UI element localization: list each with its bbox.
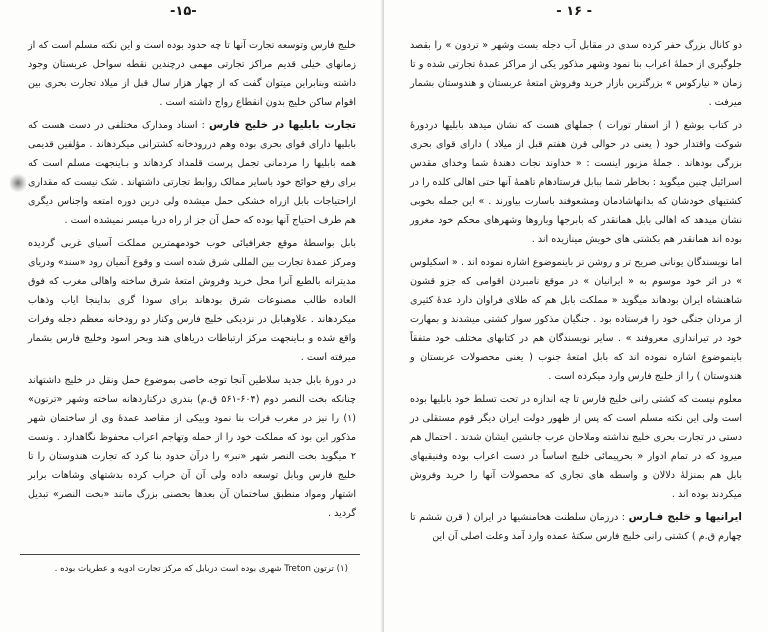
paragraph: خلیج فارس وتوسعه تجارت آنها تا چه حدود بوده است و این نکته مسلم است که از زمانهای خیلی قدیم مراکز تجارتی مهمی درچندین نقطه سواحل عربستان وجود داشته وبنابراین میتوان گفت که از چهار هزار سال قبل از میلاد تجارت بحری بین اقوام ساکن خلیج بدون انقطاع رواج داشته است .	[28, 40, 356, 108]
page-number: -۱۵-	[170, 4, 197, 19]
ink-smudge	[10, 172, 26, 194]
footnote: (۱) ترتون Treton شهری بوده است دربابل که مرکز تجارت ادویه و عطریات بوده .	[54, 564, 348, 574]
right-page-body	[410, 36, 742, 550]
left-page-body	[28, 36, 356, 527]
paragraph: بابل بواسطهٔ موقع جغرافیائی خوب خودمهمترین مملکت آسیای غربی گردیده ومرکز عمدهٔ تجارت بین المللی شرق شده است و وقوع آنمیان رود «سند» ودریای مدیترانه بالطبع آنرا محل خرید وفروش امتعهٔ شرق ساخته واهالی مغرب که فوق العاده طالب مصنوعات شرق بودهاند برای سودا گری بداینجا ایاب وذهاب میکردهاند . علاوهبابل در نزدیکی خلیج فارس وکنار دو رودخانه معظم دجله وفرات واقع شده و بـاینجهت مرکز ارتباطات دریاهای هند وبحر اسود وخلیج فارس بشمار میرفته است .	[28, 238, 356, 363]
section-heading: تجارت بابلیها در خلیج فارس	[208, 119, 356, 131]
paragraph: ایرانیها و خلیج فـارس : درزمان سلطنت هخامنشیها در ایران ( قرن ششم تا چهارم ق.م ) کشتی رانی خلیج فارس سکتهٔ عمده وارد آمد وعلت اصلی آن این	[410, 511, 742, 542]
footnote-rule	[20, 554, 360, 555]
paragraph: تجارت بابلیها در خلیج فارس : اسناد ومدارک مختلفی در دست هست که بابلیها دارای قوای بحری بوده وهم دررودخانه کشترانی میکردهاند . مؤلفین قدیمی همه بابلیها را مردمانی تجمل پرست قلمداد کردهاند و بـاینجهت مسلم است که برای رفع حوائج خود باسایر ممالک روابط تجارتی داشتهاند . شک نیست که مقداری ازاحتیاجات بابل ازراه خشکی حمل میشده ولی درین دوره امتعه واجناس دیگری هم طرف احتیاج آنها بوده که حمل آن جز از راه دریا میسر نمیشده است .	[28, 119, 356, 226]
right-page	[384, 0, 768, 632]
page-number: - ۱۶ -	[556, 4, 592, 19]
paragraph: معلوم نیست که کشتی رانی خلیج فارس تا چه اندازه در تحت تسلط خود بابلیها بوده است ولی این نکته مسلم است که پس از ظهور دولت ایران دیگر قوم مستقلی در دستی در تجارت بحری خلیج نداشته وملاحان عرب جانشین ایشان شدند . احتمال هم میرود که در تمام ادوار « بحرپیمائی خلیج اساساً در دست اعراب بوده وفنیقیهای بابل هم بمنزلهٔ دلالان و واسطه های تجاری که محصولات آنها را خرید وفروش میکردند بوده اند .	[410, 394, 742, 500]
paragraph: اما نویسندگان یونانی صریح تر و روشن تر باینموضوع اشاره نموده اند . « اسکیلوس » در اثر خود موسوم به « ایرانیان » در موقع نامبردن اقوامی که جزو قشون شاهنشاه ایران بودهاند میگوید « مملکت بابل هم که طلای فراوان دارد عدهٔ کثیری از مردان جنگی خود را فرستاده بود . جنگیان مذکور سوار کشتی میشدند و بمهارت خود در تیراندازی معروفند » . سایر نویسندگان هم در کتابهای مختلف خود متفقاً باینموضوع اشاره نموده اند که بابل امتعهٔ جنوب ( یعنی محصولات عربستان و هندوستان ) را از خلیج فارس وارد میکرده است .	[410, 257, 742, 382]
paragraph: دو کانال بزرگ حفر کرده سدی در مقابل آب دجله بست وشهر « تردون » را بقصد جلوگیری از حملهٔ اعراب بنا نمود وشهر مذکور یکی از مراکز عمدهٔ تجارتی شده و تا زمان « نیارکوس » بزرگترین بازار خرید وفروش امتعهٔ عربستان و هندوستان بشمار میرفت .	[410, 40, 742, 108]
paragraph: در دورهٔ بابل جدید سلاطین آنجا توجه خاصی بموضوع حمل ونقل در خلیج داشتهاند چنانکه بخت النصر دوم (۶۰۴-۵۶۱ ق.م) بندری درکناردهانه ساخته وشهر «ترتون» (۱) را نیز در مغرب فرات بنا نمود وبیکی از مقاصد عمدهٔ وی از ساختمان شهر مذکور این بود که مملکت خود را از حمله وتهاجم اعراب محفوظ نگاهدارد . ونست ۲ میگوید بخت النصر شهر «نبر» را درآن حدود بنا کرد که تجارت هندوستان را تا خلیج فارس وبابل توسعه داده ولی آن آن خراب کرده بدشتهای وشاهات برابر اشتهار ومواد منطبق ساختمان آن بعدها بحصنی بزرگ مانند «بخت النصر» تبدیل گردید .	[28, 375, 356, 519]
section-heading: ایرانیها و خلیج فـارس	[628, 511, 742, 523]
paragraph: در کتاب یوشع ( از اسفار تورات ) جملهای هست که نشان میدهد بابلیها دردورهٔ شوکت واقتدار خود ( یعنی در حوالی قرن هفتم قبل از میلاد ) دارای قوای بحری بزرگی بودهاند . جملهٔ مزبور اینست : « خداوند نجات دهندهٔ شما وخدای مقدس اسرائیل چنین میگوید : بخاطر شما ببابل فرستادهام تاهمهٔ آنها حتی اهالی کلده را در کشتیهای خودشان که بدانهاشادمان ومشعوفند باسارت بیاورند . » این جمله بخوبی نشان میدهد که اهالی بابل همانقدر که بابرجها وباروها وشهرهای محکم خود مغرور بوده اند همانقدر هم بکشتی های خویش مینازیده اند .	[410, 120, 742, 245]
